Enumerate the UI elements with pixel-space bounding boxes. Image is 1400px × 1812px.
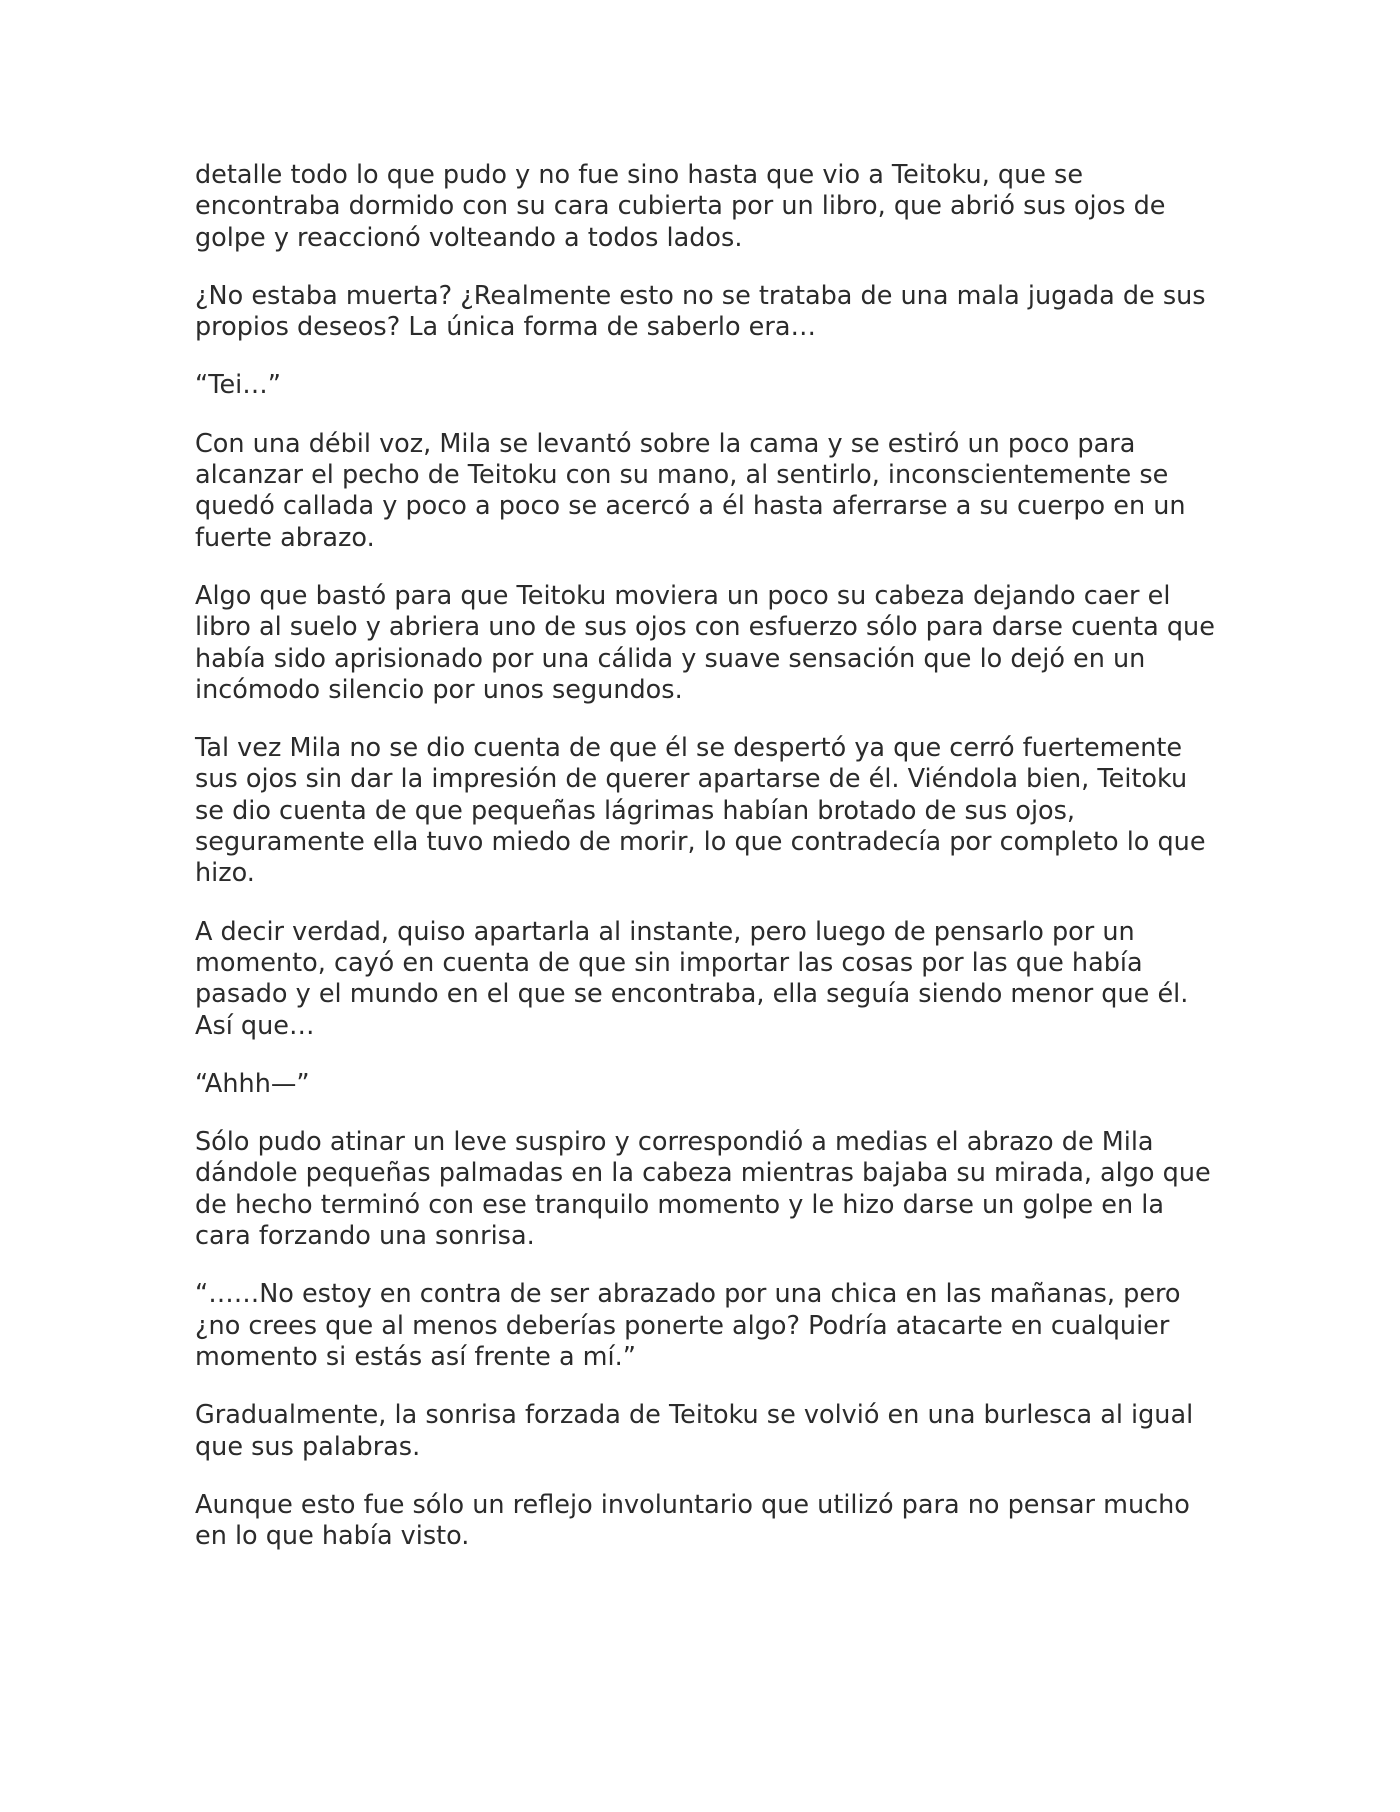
text-line: fuerte abrazo. [195,522,375,553]
dialogue-paragraph [195,1069,1215,1100]
paragraph [195,1490,1215,1553]
text-line: “Ahhh—” [195,1068,310,1099]
text-line: ¿no crees que al menos deberías ponerte algo? Podría atacarte en cualquier [195,1310,1170,1341]
paragraph [195,1400,1215,1463]
text-line: quedó callada y poco a poco se acercó a él hasta aferrarse a su cuerpo en un [195,491,1186,522]
paragraph [195,733,1215,889]
paragraph [195,160,1215,254]
text-line: pasado y el mundo en el que se encontraba, ella seguía siendo menor que él. [195,979,1189,1010]
paragraph [195,581,1215,706]
text-line: Sólo pudo atinar un leve suspiro y correspondió a medias el abrazo de Mila [195,1127,1154,1158]
text-line: A decir verdad, quiso apartarla al instante, pero luego de pensarlo por un [195,916,1135,947]
text-line: cara forzando una sonrisa. [195,1221,535,1252]
text-line: encontraba dormido con su cara cubierta por un libro, que abrió sus ojos de [195,191,1166,222]
text-line: Gradualmente, la sonrisa forzada de Teitoku se volvió en una burlesca al igual [195,1400,1194,1431]
text-line: golpe y reaccionó volteando a todos lados. [195,222,743,253]
text-line: sus ojos sin dar la impresión de querer apartarse de él. Viéndola bien, Teitoku [195,764,1188,795]
text-line: “……No estoy en contra de ser abrazado por una chica en las mañanas, pero [195,1279,1181,1310]
text-line: Tal vez Mila no se dio cuenta de que él se despertó ya que cerró fuertemente [195,733,1183,764]
document-body [195,160,1215,1579]
text-line: Aunque esto fue sólo un reflejo involuntario que utilizó para no pensar mucho [195,1489,1190,1520]
text-line: momento, cayó en cuenta de que sin importar las cosas por las que había [195,947,1143,978]
text-line: que sus palabras. [195,1431,421,1462]
text-line: libro al suelo y abriera uno de sus ojos con esfuerzo sólo para darse cuenta que [195,612,1215,643]
text-line: en lo que había visto. [195,1521,470,1552]
paragraph [195,281,1215,344]
dialogue-paragraph [195,370,1215,401]
text-line: de hecho terminó con ese tranquilo momento y le hizo darse un golpe en la [195,1189,1164,1220]
text-line: “Tei…” [195,370,281,401]
text-line: había sido aprisionado por una cálida y suave sensación que lo dejó en un [195,643,1146,674]
text-line: propios deseos? La única forma de saberlo era… [195,312,816,343]
paragraph [195,1127,1215,1252]
paragraph [195,917,1215,1042]
text-line: Así que… [195,1010,315,1041]
text-line: ¿No estaba muerta? ¿Realmente esto no se trataba de una mala jugada de sus [195,280,1206,311]
text-line: alcanzar el pecho de Teitoku con su mano, al sentirlo, inconscientemente se [195,460,1169,491]
text-line: detalle todo lo que pudo y no fue sino hasta que vio a Teitoku, que se [195,160,1084,190]
paragraph [195,429,1215,554]
text-line: se dio cuenta de que pequeñas lágrimas habían brotado de sus ojos, [195,795,1076,826]
text-line: Algo que bastó para que Teitoku moviera un poco su cabeza dejando caer el [195,580,1171,611]
text-line: dándole pequeñas palmadas en la cabeza mientras bajaba su mirada, algo que [195,1158,1211,1189]
text-line: hizo. [195,858,255,889]
dialogue-paragraph [195,1279,1215,1373]
text-line: momento si estás así frente a mí.” [195,1341,636,1372]
text-line: Con una débil voz, Mila se levantó sobre la cama y se estiró un poco para [195,428,1136,459]
text-line: seguramente ella tuvo miedo de morir, lo que contradecía por completo lo que [195,827,1206,858]
text-line: incómodo silencio por unos segundos. [195,674,683,705]
